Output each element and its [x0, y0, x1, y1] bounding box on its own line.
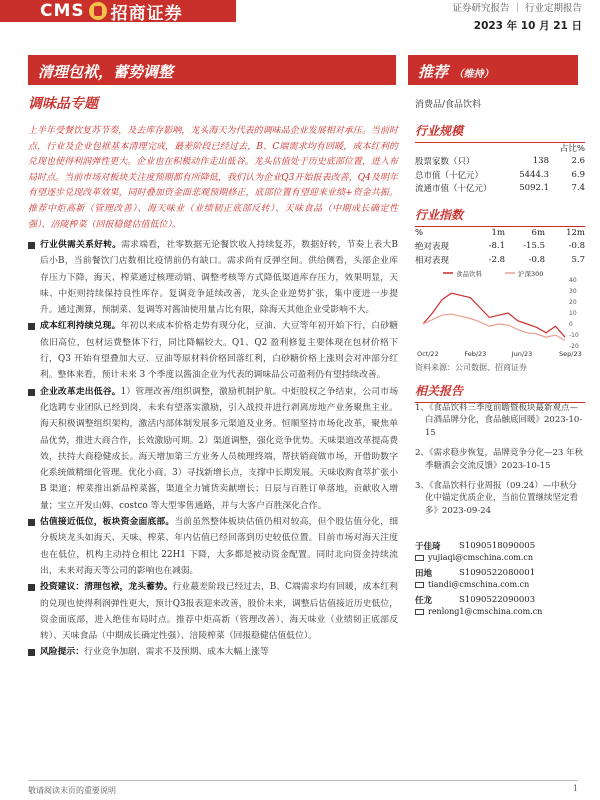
analyst-name: 田地	[415, 569, 433, 579]
analyst-entry	[415, 594, 585, 617]
table-row: 流通市值（十亿元） 5092.1 7.4	[415, 183, 585, 195]
list-item[interactable]: 2、 《需求稳步恢复，品牌竞争分化—23 年秋季糖酒会交流反馈》2023-10-15	[415, 448, 584, 471]
rating-main: 推荐	[418, 63, 449, 81]
bullet-square-icon	[28, 242, 35, 249]
report-tags: 证券研究报告 ｜ 行业定期报告	[452, 3, 582, 14]
x-tick-label: Jun/23	[511, 350, 533, 358]
analyst-name: 任龙	[415, 596, 433, 606]
logo-cn: 招商证券	[110, 3, 183, 24]
bullet-square-icon	[28, 323, 35, 330]
report-date: 2023 年 10 月 21 日	[473, 20, 582, 32]
related-reports-list	[415, 402, 585, 525]
table-header-row: 占比%	[559, 143, 585, 154]
analyst-email[interactable]: tiandi@cmschina.com.cn	[428, 580, 530, 589]
related-reports-title: 相关报告	[415, 382, 585, 403]
x-tick-label: Oct/22	[417, 350, 439, 358]
legend-label: 沪深300	[518, 270, 544, 278]
legend-label: 食品饮料	[456, 270, 482, 278]
industry-index-table	[415, 226, 585, 267]
rating-badge	[408, 55, 578, 85]
table-row: 总市值（十亿元） 5444.3 6.9	[415, 169, 585, 181]
bullet-item: 企业改革走出低谷。1）管理改善/组织调整，激励机制护航。中炬股权之争结束，公司市场化选聘专业团队已经到岗，未来有望落实激励，引入战投并进行剥离房地产业务聚焦主业。海天积极调整组织架构，激活内部体制发展多元渠道及业务。恒顺坚持市场化改革，聚焦单品优势，推进大商合作，长效激励可期。2）渠道调整，强化竞争优势。天味渠道改革提高费效，扶持大商稳健成长。海天增加第三方业务人员梳理终端，帮扶销商做市场，开借助数字化系统做精细化管理。优化小商。3）寻找新增长点，支撑中长期发展。天味收购食萃扩张小 B 渠道；榨菜推出新品榨菜酱，渠道全力铺货卖献增长；日辰与百胜订单落地，贡献收入增量；宝立开发山姆、costco 等大型零售通路，并与大客户百胜深化合作。	[28, 384, 398, 514]
table-header-row: % 1m 6m 12m	[415, 227, 585, 238]
industry-scale-title: 行业规模	[415, 122, 585, 143]
y-tick-label: 10	[569, 310, 577, 317]
bullet-item: 估值接近低位，板块资金面底部。当前虽然整体板块估值仍相对较高，但个股估值分化，细分板块龙头如海天、天味、榨菜、年内估值已经回落到历史较低位置。目前市场对海天注度也在低位，机构主动持仓相比 22H1 下降，大多都是被动资金配置。同时北向资金持续流出，未来对海天等公司的影响也在减弱。	[28, 514, 398, 579]
y-tick-label: -20	[569, 343, 579, 350]
bullet-square-icon	[28, 649, 35, 656]
mail-icon	[415, 609, 424, 615]
industry-scale-table	[415, 141, 585, 195]
mail-icon	[415, 582, 424, 588]
x-tick-label: Sep/23	[559, 350, 582, 358]
page-header	[0, 0, 600, 36]
bullet-item: 风险提示：行业竞争加剧、需求不及预期、成本大幅上涨等	[28, 644, 398, 660]
bullet-square-icon	[28, 519, 35, 526]
report-subtitle: 调味品专题	[28, 96, 98, 112]
report-category: 消费品/食品饮料	[415, 100, 482, 110]
analyst-entry	[415, 540, 585, 563]
list-item[interactable]: 1、 《食品饮料三季度前瞻暨板块蕞新观点—白酒品牌分化，食品触底回暖》2023-10-15	[415, 403, 583, 438]
legend-entry	[443, 269, 483, 278]
logo-en: CMS	[40, 1, 85, 21]
y-tick-label: -10	[569, 332, 579, 339]
report-title: 清理包袱，蓄势调整	[28, 55, 396, 85]
analyst-email[interactable]: renlong1@cmschina.com.cn	[428, 607, 543, 616]
body-bullets	[28, 237, 398, 661]
series-line	[423, 314, 565, 340]
bullet-square-icon	[28, 584, 35, 591]
analyst-email[interactable]: yujiaqi@cmschina.com.cn	[428, 553, 534, 562]
table-row: 股票家数（只） 138 2.6	[415, 156, 585, 168]
y-tick-label: 0	[569, 321, 573, 328]
analyst-cert: S1090522080001	[459, 568, 536, 578]
analyst-cert: S1090518090005	[459, 541, 536, 551]
analyst-cert: S1090522090003	[459, 595, 536, 605]
analyst-entry	[415, 567, 585, 590]
analysts-list	[415, 540, 585, 621]
bullet-square-icon	[28, 389, 35, 396]
list-item[interactable]: 3、 《食品饮料行业周报（09.24）—中秋分化中锚定优质企业，当前位置继续坚定看多》2023-09-24	[415, 481, 579, 516]
logo-emblem-icon	[89, 2, 107, 20]
y-tick-label: 30	[569, 288, 577, 295]
index-chart-svg	[415, 268, 585, 360]
rating-sub: （维持）	[453, 69, 494, 80]
summary-paragraph: 上半年受餐饮复苏节奏，及去库存影响，龙头海天为代表的调味品企业发展相对承压。当前时点，行业及企业包袱基本清理完成，蕞差阶段已经过去，B、C端需求均有回暖，成本红利的兑现也使得利润弹性更大。企业也在积极动作走出低谷。龙头估值处于历史底部位置，进入布局时点。当前市场对板块关注度预期都有所降低，我们认为企业Q3开始报表改善，Q4及明年有望逐步兑现改革效果，同时叠加资金面悲观预期修正，底部位置有望迎来业绩+资金共振。推荐中炬高新（管理改善）、海天味业（业绩韧正底部反转）、天味食品（中期成长确定性强）、涪陵榨菜（回报稳健估值低位）。	[28, 126, 398, 230]
brand-logo	[0, 0, 236, 22]
table-row: 绝对表现 -8.1 -15.5 -0.8	[415, 241, 585, 253]
bullet-item: 投资建议：清理包袱，龙头蓄势。行业蕞差阶段已经过去，B、C端需求均有回暖，成本红利的兑现也使得利润弹性更大，预计Q3报表迎来改善，股价未来，调整后估值接近历史低位，资金面底部，进入绝佳布局时点。推荐中炬高新（管理改善）、海天味业（业绩韧正底部反转）、天味食品（中期成长确定性强）、涪陵榨菜（回报稳健估值低位）。	[28, 579, 398, 644]
bullet-item: 行业供需关系好转。需求端看，社零数据无论餐饮收入持续复苏，数据好转，节奏上表大B后小B，当前餐饮门店数相比疫情前仍有缺口。需求尚有反弹空间。供给侧看，头部企业库存压力下降，海天、榨菜通过核理动销、调整考核等方式降低渠道库存压力，效果明显，天味、中炬则持续保持良性库存。复调竞争延续改善，龙头企业逆势扩张，集中度进一步提升。通过测算，预制菜、复调等对酱油使用量占比有限，除海天其他企业受影响不大。	[28, 237, 398, 318]
y-tick-label: 20	[569, 299, 577, 306]
table-row: 相对表现 -2.8 -0.8 5.7	[415, 254, 585, 266]
industry-index-title: 行业指数	[415, 206, 585, 227]
page-footer: 敬请阅读末页的重要说明	[28, 780, 578, 796]
page-number: 1	[572, 784, 578, 793]
bullet-item: 成本红利持续兑现。年初以来成本价格走势有现分化，豆油、大豆等年初开始下行，白砂糖依旧高位，包材运费整体下行，同比降幅较大。Q1、Q2 盈利修复主要体现在包材价格下行，Q3 开始有望叠加大豆、豆油等原材料价格回落红利，白砂糖价格上涨则会对冲部分红利。整体来看，预计未来 3 个季度以酱油企业为代表的调味品公司盈利仍有望持续改善。	[28, 318, 398, 383]
analyst-name: 于佳琦	[415, 542, 441, 552]
index-chart	[415, 268, 585, 360]
legend-entry	[505, 269, 543, 278]
x-tick-label: Feb/23	[464, 350, 487, 358]
mail-icon	[415, 555, 424, 561]
chart-source: 资料来源：公司数据、招商证券	[415, 363, 527, 372]
y-tick-label: 40	[569, 277, 577, 284]
